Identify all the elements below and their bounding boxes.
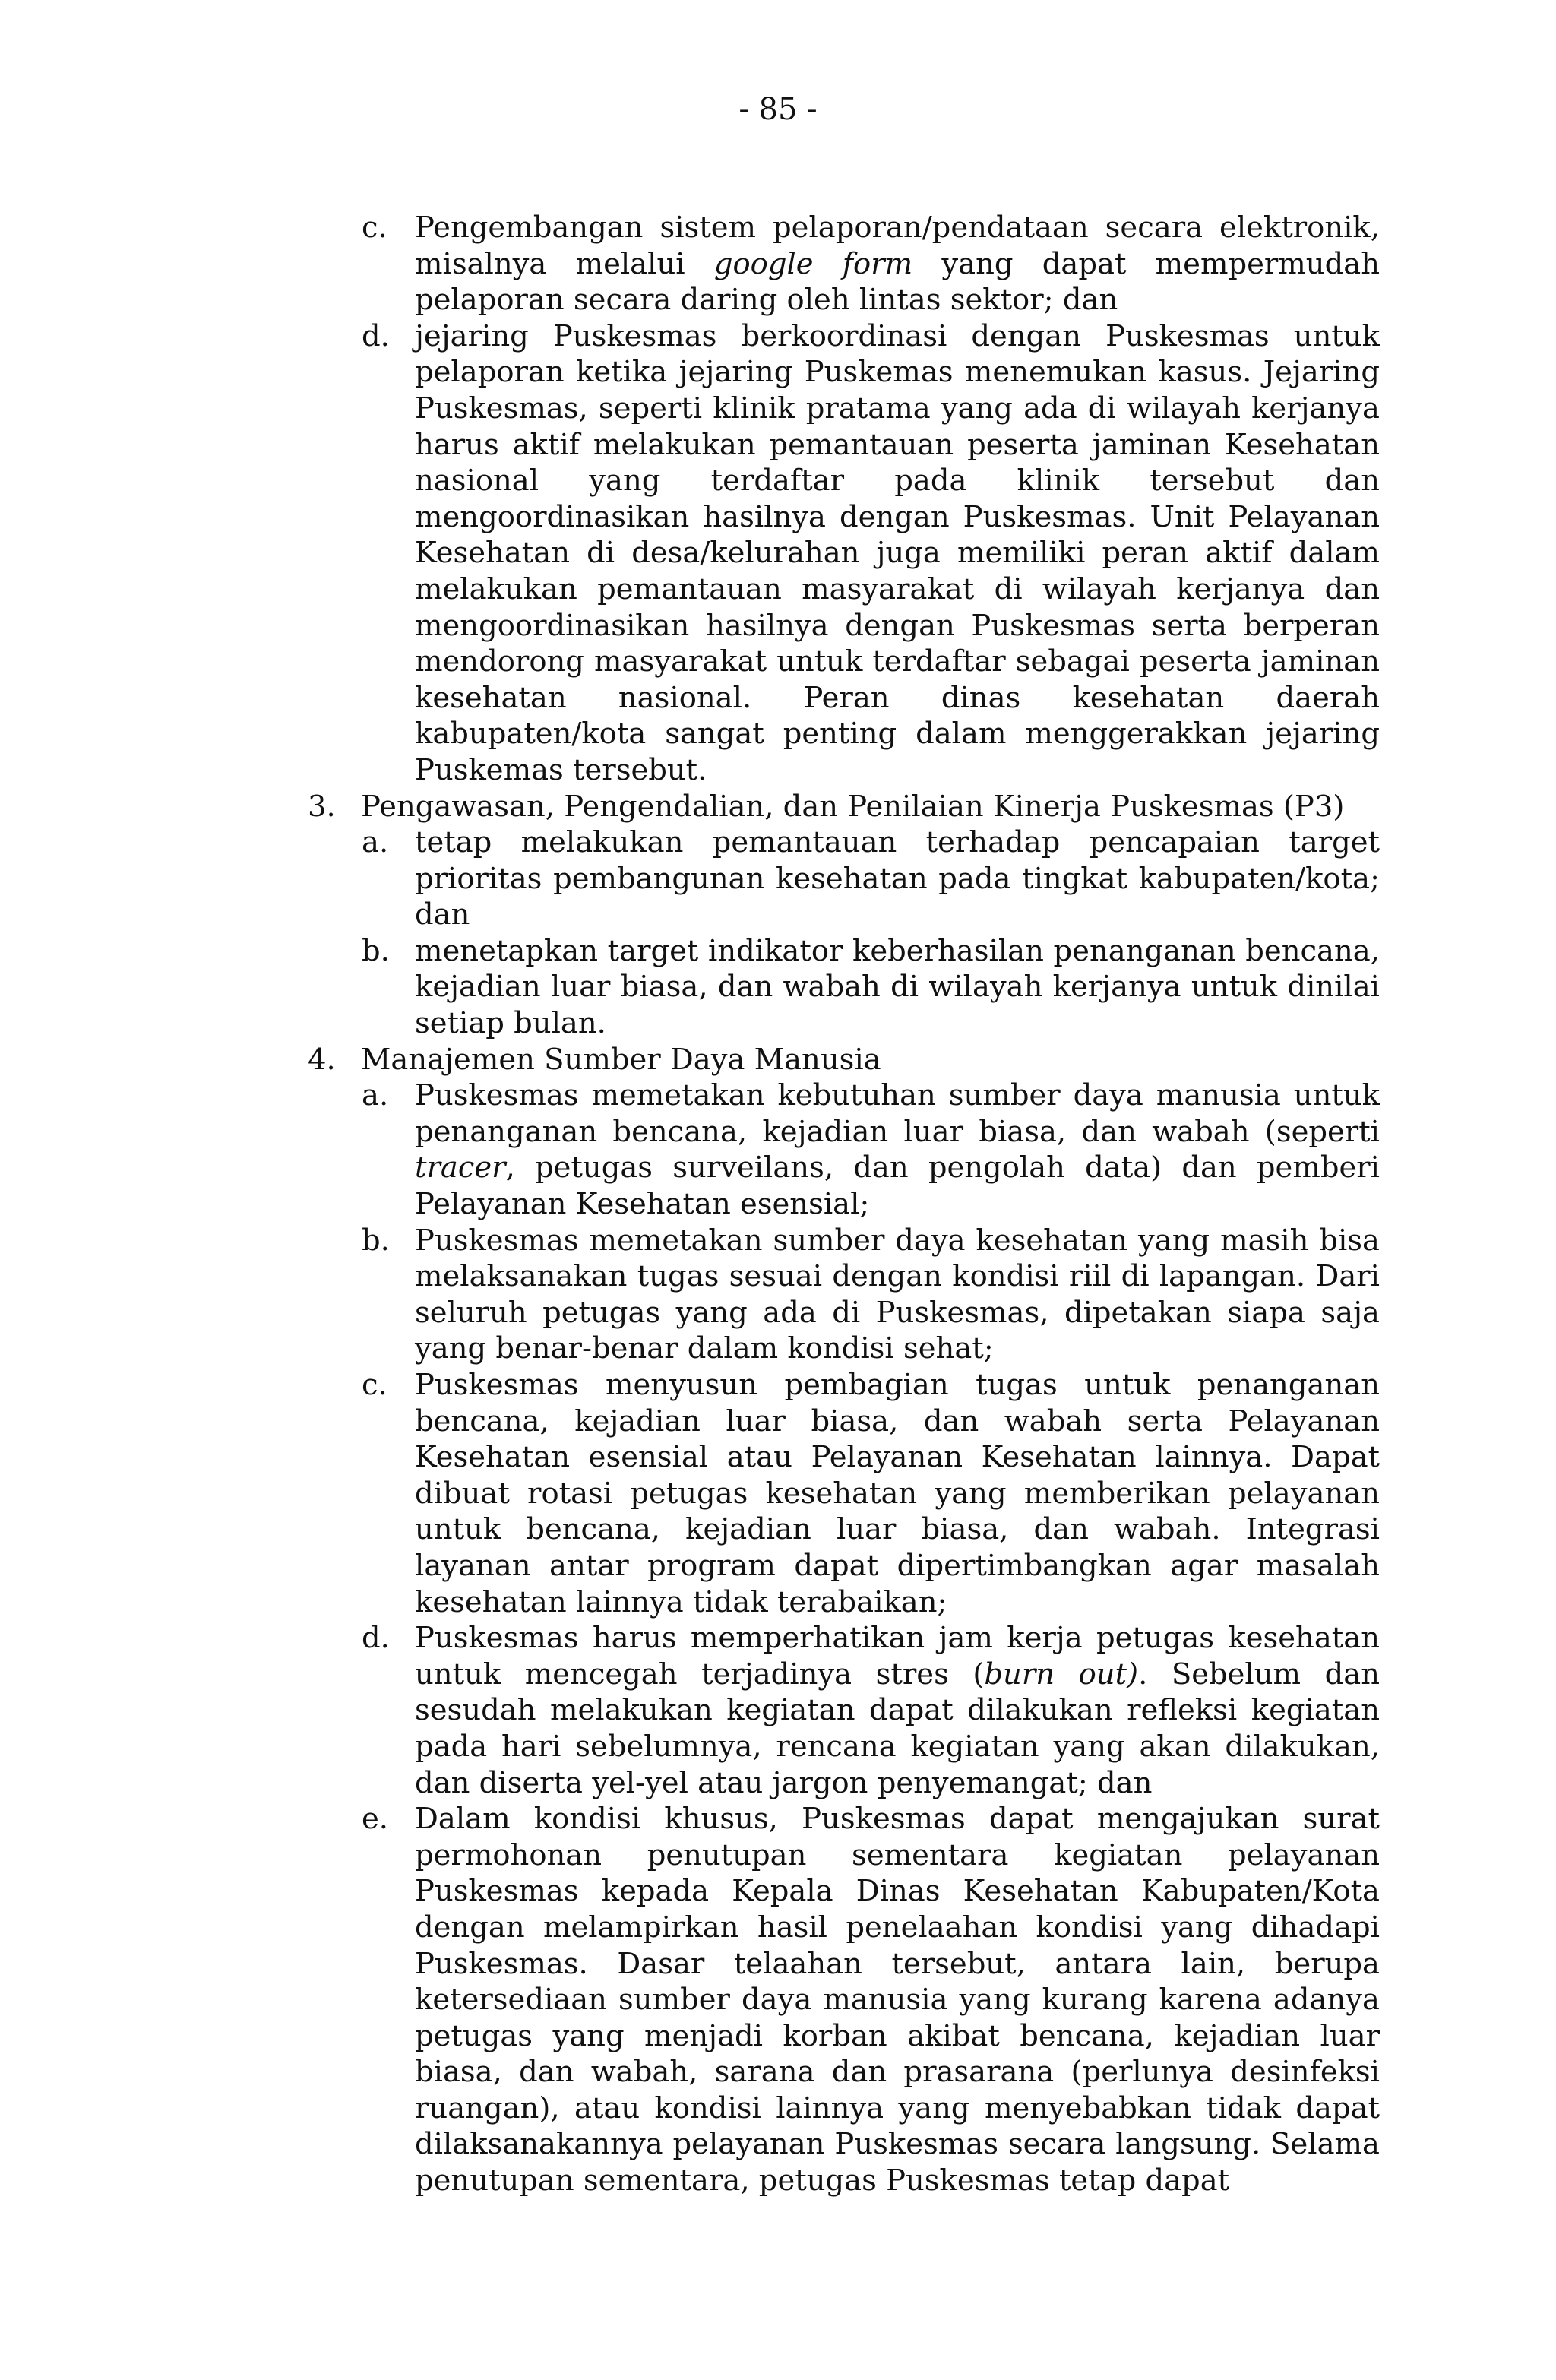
item-text: yang dapat mempermudah pelaporan secara daring oleh lintas sektor; dan — [415, 246, 1380, 318]
list-marker: a. — [362, 1078, 389, 1113]
section-title: Manajemen Sumber Daya Manusia — [361, 1042, 881, 1077]
item-text: tetap melakukan pemantauan terhadap pencapaian target prioritas pembangunan kesehatan pada tingkat kabupaten/kota; dan — [415, 825, 1380, 932]
section-4-item-a — [362, 1078, 1380, 1222]
item-text-italic: google form — [713, 246, 913, 281]
item-text-italic: tracer — [415, 1150, 506, 1185]
item-text: Puskesmas memetakan sumber daya kesehatan yang masih bisa melaksanakan tugas sesuai dengan kondisi riil di lapangan. Dari seluruh petugas yang ada di Puskesmas, dipetakan siapa saja yang benar-benar dalam kondisi sehat; — [415, 1223, 1380, 1366]
section-number: 3. — [308, 789, 336, 824]
section-4-item-d — [362, 1620, 1380, 1801]
list-marker: d. — [362, 318, 390, 353]
item-text: jejaring Puskesmas berkoordinasi dengan Puskesmas untuk pelaporan ketika jejaring Puskemas menemukan kasus. Jejaring Puskesmas, seperti klinik pratama yang ada di wilayah kerjanya harus aktif melakukan pemantauan peserta jaminan Kesehatan nasional yang terdaftar pada klinik tersebut dan mengoordinasikan hasilnya dengan Puskesmas. Unit Pelayanan Kesehatan di desa/kelurahan juga memiliki peran aktif dalam melakukan pemantauan masyarakat di wilayah kerjanya dan mengoordinasikan hasilnya dengan Puskesmas serta berperan mendorong masyarakat untuk terdaftar sebagai peserta jaminan kesehatan nasional. Peran dinas kesehatan daerah kabupaten/kota sangat penting dalam menggerakkan jejaring Puskemas tersebut. — [415, 318, 1380, 787]
item-text: Dalam kondisi khusus, Puskesmas dapat mengajukan surat permohonan penutupan sementara kegiatan pelayanan Puskesmas kepada Kepala Dinas Kesehatan Kabupaten/Kota dengan melampirkan hasil penelaahan kondisi yang dihadapi Puskesmas. Dasar telaahan tersebut, antara lain, berupa ketersediaan sumber daya manusia yang kurang karena adanya petugas yang menjadi korban akibat bencana, kejadian luar biasa, dan wabah, sarana dan prasarana (perlunya desinfeksi ruangan), atau kondisi lainnya yang menyebabkan tidak dapat dilaksanakannya pelayanan Puskesmas secara langsung. Selama penutupan sementara, petugas Puskesmas tetap dapat — [415, 1802, 1380, 2198]
section-4-item-c — [362, 1367, 1380, 1620]
section-3-item-b — [362, 933, 1380, 1042]
section-3-item-a — [362, 824, 1380, 933]
list-marker: d. — [362, 1621, 390, 1656]
list-item-d — [362, 318, 1380, 789]
item-text: Puskesmas menyusun pembagian tugas untuk penanganan bencana, kejadian luar biasa, dan wabah serta Pelayanan Kesehatan esensial atau Pelayanan Kesehatan lainnya. Dapat dibuat rotasi petugas kesehatan yang memberikan pelayanan untuk bencana, kejadian luar biasa, dan wabah. Integrasi layanan antar program dapat dipertimbangkan agar masalah kesehatan lainnya tidak terabaikan; — [415, 1368, 1380, 1619]
item-text: Pengembangan sistem pelaporan/pendataan secara elektronik, misalnya melalui — [415, 210, 1380, 281]
page-number: - 85 - — [738, 92, 818, 127]
list-marker: a. — [362, 825, 389, 860]
item-text-italic: burn out) — [984, 1657, 1139, 1692]
section-4-item-b — [362, 1223, 1380, 1367]
item-text: , petugas surveilans, dan pengolah data) dan pemberi Pelayanan Kesehatan esensial; — [415, 1150, 1380, 1222]
list-marker: e. — [362, 1802, 389, 1837]
section-title: Pengawasan, Pengendalian, dan Penilaian Kinerja Puskesmas (P3) — [361, 789, 1345, 824]
list-marker: b. — [362, 933, 390, 968]
section-4-heading — [308, 1042, 1380, 1078]
section-4-item-e — [362, 1801, 1380, 2199]
section-3-heading — [308, 789, 1380, 825]
list-marker: c. — [362, 1368, 387, 1402]
item-text: Puskesmas harus memperhatikan jam kerja petugas kesehatan untuk mencegah terjadinya stres ( — [415, 1621, 1380, 1692]
list-marker: b. — [362, 1223, 390, 1258]
item-text: Puskesmas memetakan kebutuhan sumber daya manusia untuk penanganan bencana, kejadian luar biasa, dan wabah (seperti — [415, 1078, 1380, 1149]
item-text: menetapkan target indikator keberhasilan penanganan bencana, kejadian luar biasa, dan wabah di wilayah kerjanya untuk dinilai setiap bulan. — [415, 933, 1380, 1041]
list-item-c — [362, 210, 1380, 318]
item-text: . Sebelum dan sesudah melakukan kegiatan dapat dilakukan refleksi kegiatan pada hari sebelumnya, rencana kegiatan yang akan dilakukan, dan diserta yel-yel atau jargon penyemangat; dan — [415, 1657, 1380, 1800]
section-number: 4. — [308, 1042, 336, 1077]
list-marker: c. — [362, 210, 387, 245]
page-content — [0, 210, 1556, 2199]
